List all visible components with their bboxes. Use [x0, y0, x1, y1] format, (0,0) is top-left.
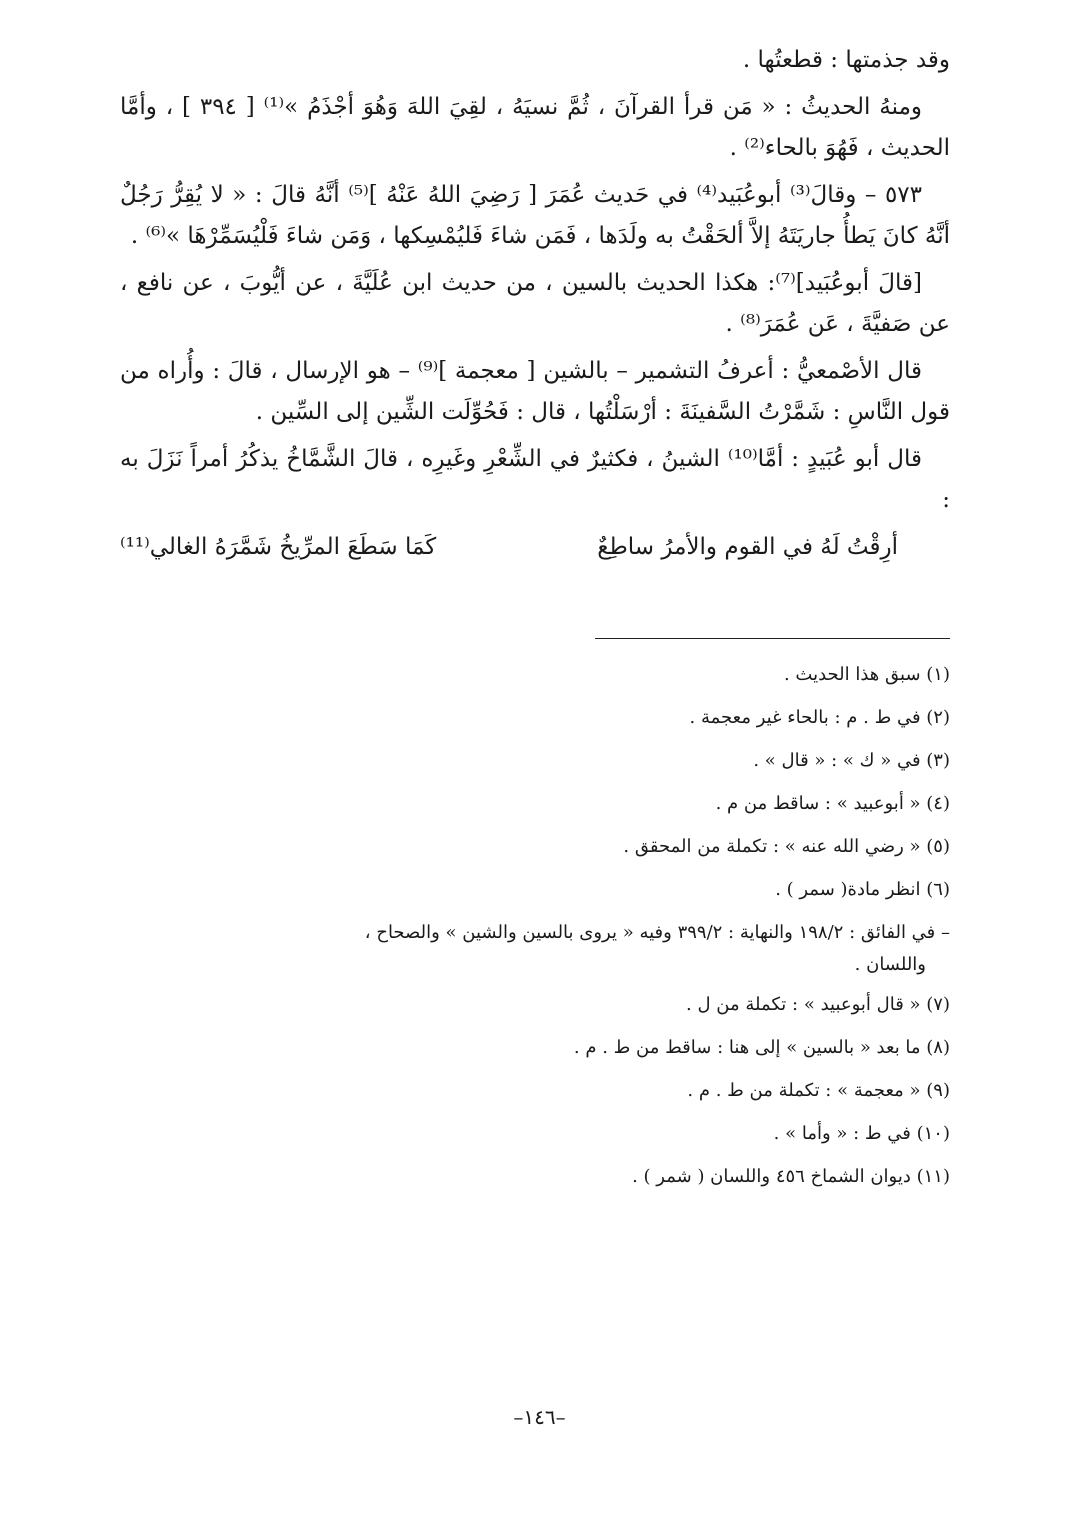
paragraph-2: ومنهُ الحديثُ : « مَن قرأ القرآنَ ، ثُمَّ نسيَهُ ، لقِيَ اللهَ وَهُوَ أجْذَمُ »⁽¹⁾ [ ٣٩٤ ] ، وأمَّا الحديث ، فَهُوَ بالحاء⁽²⁾ . [120, 94, 950, 161]
footnote-6-continuation: – في الفائق : ١٩٨/٢ والنهاية : ٣٩٩/٢ وفيه « يروى بالسين والشين » والصحاح ، [364, 922, 950, 943]
footnote-5: (٥) « رضي الله عنه » : تكملة من المحقق . [623, 836, 950, 857]
poetry-verse [120, 527, 950, 568]
footnote-3: (٣) في « ك » : « قال » . [753, 750, 950, 771]
paragraph-4: [قالَ أبوعُبَيد]⁽⁷⁾: هكذا الحديث بالسين ، من حديث ابن عُلَيَّةَ ، عن أيُّوبَ ، عن نافع ، عن صَفيَّةَ ، عَن عُمَرَ⁽⁸⁾ . [120, 270, 950, 337]
footnote-9: (٩) « معجمة » : تكملة من ط . م . [687, 1080, 950, 1101]
footnote-7: (٧) « قال أبوعبيد » : تكملة من ل . [686, 994, 950, 1015]
paragraph-1: وقد جذمتها : قطعتُها . [742, 47, 950, 73]
footnote-10: (١٠) في ط : « وأما » . [773, 1123, 950, 1144]
paragraph-5: قال الأصْمعيُّ : أعرفُ التشمير – بالشين [ معجمة ]⁽⁹⁾ – هو الإرسال ، قالَ : وأُراه من قول النَّاسِ : شَمَّرْتُ السَّفينَةَ : أرْسَلْتُها ، قال : فَحُوِّلَت الشِّين إلى السِّين . [120, 358, 950, 425]
paragraph-3: ٥٧٣ – وقالَ⁽³⁾ أبوعُبَيد⁽⁴⁾ في حَديث عُمَرَ [ رَضِيَ اللهُ عَنْهُ ]⁽⁵⁾ أنَّهُ قالَ : « لا يُقِرُّ رَجُلٌ أنَّهُ كانَ يَطأُ جاريَتَهُ إلاَّ ألحَقْتُ به ولَدَها ، فَمَن شاءَ فَليُمْسِكها ، وَمَن شاءَ فَلْيُسَمِّرْهَا »⁽⁶⁾ . [120, 182, 950, 249]
footnote-4: (٤) « أبوعبيد » : ساقط من م . [715, 793, 950, 814]
footnote-6: (٦) انظر مادة( سمر ) . [775, 879, 950, 900]
footnote-11: (١١) ديوان الشماخ ٤٥٦ واللسان ( شمر ) . [632, 1166, 950, 1187]
footnote-8: (٨) ما بعد « بالسين » إلى هنا : ساقط من ط . م . [573, 1037, 950, 1058]
footnote-2: (٢) في ط . م : بالحاء غير معجمة . [689, 707, 950, 728]
footnote-1: (١) سبق هذا الحديث . [783, 664, 950, 685]
document-page [120, 40, 950, 1198]
page-number: –١٤٦– [513, 1405, 566, 1429]
footnote-6-continuation-line-2: واللسان . [854, 954, 926, 975]
verse-second-hemistich: كَمَا سَطَعَ المرِّيخُ شَمَّرَهُ الغالي⁽¹¹⁾ [120, 534, 437, 560]
footnotes [120, 653, 950, 1198]
main-text [120, 40, 950, 521]
verse-first-hemistich: أرِقْتُ لَهُ في القوم والأمرُ ساطِعٌ [597, 534, 898, 560]
paragraph-6: قال أبو عُبَيدٍ : أمَّا⁽¹⁰⁾ الشينُ ، فكثيرٌ في الشِّعْرِ وغَيرِه ، قالَ الشَّمَّاخُ يذكُرُ أمراً نَزَلَ به : [120, 446, 950, 513]
footnote-divider [595, 638, 950, 639]
